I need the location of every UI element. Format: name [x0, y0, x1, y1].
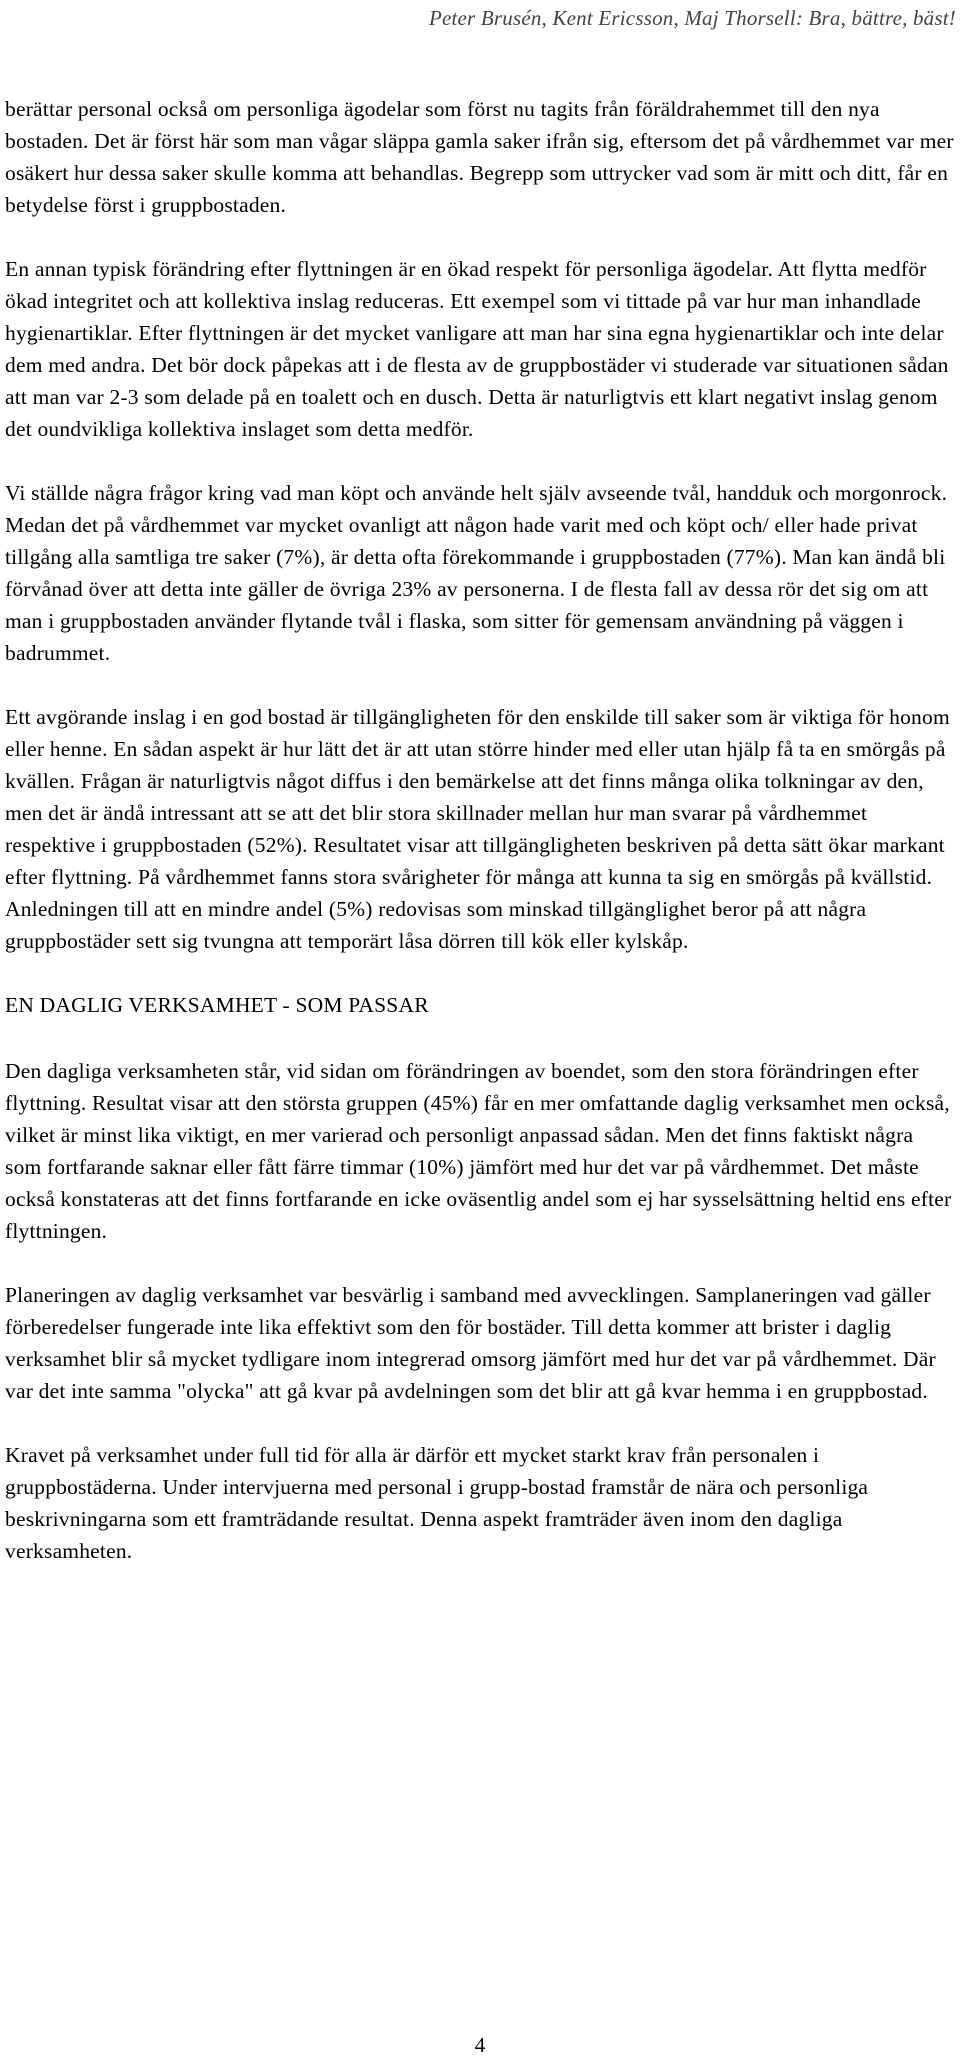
paragraph-personal-belongings: berättar personal också om personliga ägodelar som först nu tagits från föräldrahemmet till den nya bostaden. Det är först här som man vågar släppa gamla saker ifrån sig, eftersom det på vårdhemmet var mer osäkert hur dessa saker skulle komma att behandlas. Begrepp som uttrycker vad som är mitt och ditt, får en betydelse först i gruppbostaden. — [5, 97, 954, 217]
paragraph-daily-activity: Den dagliga verksamheten står, vid sidan om förändringen av boendet, som den stora förändringen efter flyttning. Resultat visar att den största gruppen (45%) får en mer omfattande daglig verksamhet men också, vilket är minst lika viktigt, en mer varierad och personligt anpassad sådan. Men det finns faktiskt några som fortfarande saknar eller fått färre timmar (10%) jämfört med hur det var på vårdhemmet. Det måste också konstateras att det finns fortfarande en icke oväsentlig andel som ej har sysselsättning heltid ens efter flyttningen. — [5, 1059, 952, 1243]
document-body — [5, 93, 955, 1599]
running-header: Peter Brusén, Kent Ericsson, Maj Thorsell: Bra, bättre, bäst! — [428, 6, 956, 30]
page-number: 4 — [474, 2033, 486, 2057]
section-heading: EN DAGLIG VERKSAMHET - SOM PASSAR — [5, 993, 429, 1017]
paragraph-hygiene-items: Vi ställde några frågor kring vad man köpt och använde helt själv avseende tvål, handduk och morgonrock. Medan det på vårdhemmet var mycket ovanligt att någon hade varit med och köpt och/ eller hade privat tillgång alla samtliga tre saker (7%), är detta ofta förekommande i gruppbostaden (77%). Man kan ändå bli förvånad över att detta inte gäller de övriga 23% av personerna. I de flesta fall av dessa rör det sig om att man i gruppbostaden använder flytande tvål i flaska, som sitter för gemensam användning på väggen i badrummet. — [5, 481, 948, 665]
paragraph-planning: Planeringen av daglig verksamhet var besvärlig i samband med avvecklingen. Samplaneringen vad gäller förberedelser fungerade inte lika effektivt som den för bostäder. Till detta kommer att brister i daglig verksamhet blir så mycket tydligare inom integrerad omsorg jämfört med hur det var på vårdhemmet. Där var det inte samma "olycka" att gå kvar på avdelningen som det blir att gå kvar hemma i en gruppbostad. — [5, 1283, 936, 1403]
paragraph-respect-integrity: En annan typisk förändring efter flyttningen är en ökad respekt för personliga ägodelar. Att flytta medför ökad integritet och att kollektiva inslag reduceras. Ett exempel som vi tittade på var hur man inhandlade hygienartiklar. Efter flyttningen är det mycket vanligare att man har sina egna hygienartiklar och inte delar dem med andra. Det bör dock påpekas att i de flesta av de gruppbostäder vi studerade var situationen sådan att man var 2-3 som delade på en toalett och en dusch. Detta är naturligtvis ett klart negativt inslag genom det oundvikliga kollektiva inslaget som detta medför. — [5, 257, 949, 441]
paragraph-accessibility: Ett avgörande inslag i en god bostad är tillgängligheten för den enskilde till saker som är viktiga för honom eller henne. En sådan aspekt är hur lätt det är att utan större hinder med eller utan hjälp få ta en smörgås på kvällen. Frågan är naturligtvis något diffus i den bemärkelse att det finns många olika tolkningar av den, men det är ändå intressant att se att det blir stora skillnader mellan hur man svarar på vårdhemmet respektive i gruppbostaden (52%). Resultatet visar att tillgängligheten beskriven på detta sätt ökar markant efter flyttning. På vårdhemmet fanns stora svårigheter för många att kunna ta sig en smörgås på kvällstid. Anledningen till att en mindre andel (5%) redovisas som minskad tillgänglighet beror på att några gruppbostäder sett sig tvungna att temporärt låsa dörren till kök eller kylskåp. — [5, 705, 950, 953]
paragraph-full-time-demand: Kravet på verksamhet under full tid för alla är därför ett mycket starkt krav från personalen i gruppbostäderna. Under intervjuerna med personal i grupp-bostad framstår de nära och personliga beskrivningarna som ett framträdande resultat. Denna aspekt framträder även inom den dagliga verksamheten. — [5, 1443, 869, 1563]
